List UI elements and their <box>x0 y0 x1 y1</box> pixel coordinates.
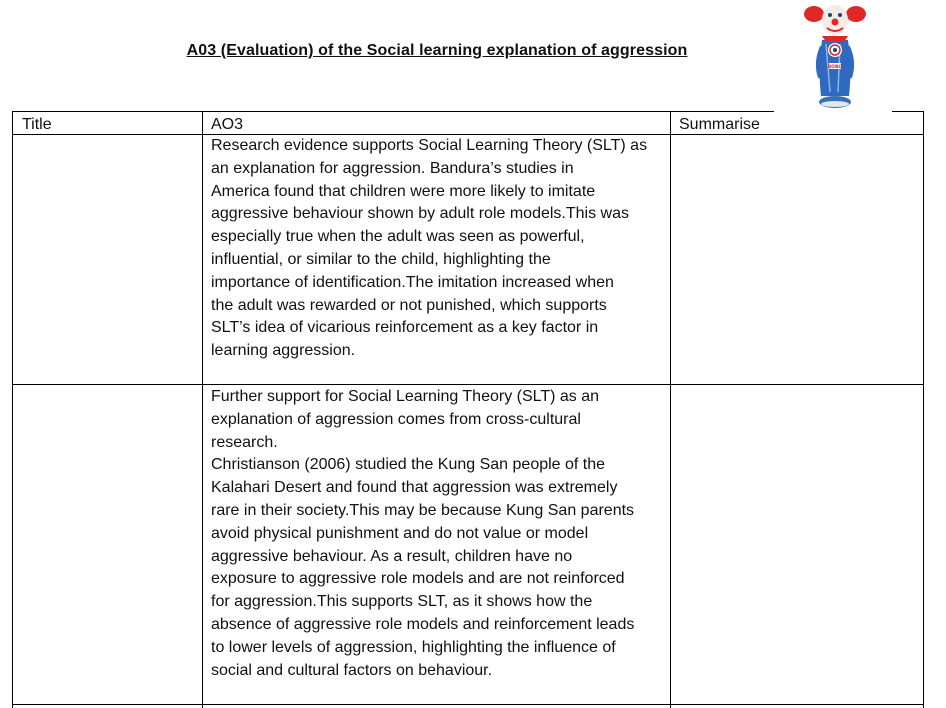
text-line: exposure to aggressive role models and are not reinforced <box>211 570 625 588</box>
text-line: importance of identification.The imitation increased when <box>211 273 614 291</box>
text-line: rare in their society.This may be because Kung San parents <box>211 501 635 519</box>
header-ao3: AO3 <box>211 116 244 133</box>
text-line: America found that children were more likely to imitate <box>211 182 596 200</box>
text-line: Kalahari Desert and found that aggression was extremely <box>211 479 618 497</box>
text-line: research. <box>211 433 278 451</box>
header-title: Title <box>22 116 52 133</box>
text-line: Further support for Social Learning Theory (SLT) as an <box>211 388 600 405</box>
svg-text:BOBO: BOBO <box>827 65 843 70</box>
column-divider-ao3 <box>670 111 671 708</box>
text-line: especially true when the adult was seen as powerful, <box>211 228 585 246</box>
text-line: aggressive behaviour. As a result, children have no <box>211 547 573 565</box>
column-divider-title <box>202 111 203 708</box>
text-line: social and cultural factors on behaviour. <box>211 661 493 679</box>
text-line: SLT’s idea of vicarious reinforcement as a key factor in <box>211 319 599 337</box>
text-line: the adult was rewarded or not punished, which supports <box>211 296 607 314</box>
text-line: to lower levels of aggression, highlighting the influence of <box>211 638 616 656</box>
document-title: A03 (Evaluation) of the Social learning explanation of aggression <box>186 42 688 59</box>
text-line: avoid physical punishment and do not value or model <box>211 524 589 542</box>
bobo-doll-icon <box>802 0 868 112</box>
table-left-border <box>12 111 13 708</box>
text-line: learning aggression. <box>211 342 356 360</box>
table-bottom-border <box>12 704 924 705</box>
row1-ao3-text <box>211 135 669 363</box>
row-divider <box>12 384 924 385</box>
text-line: absence of aggressive role models and reinforcement leads <box>211 615 635 633</box>
table-right-border <box>923 111 924 708</box>
text-line: Research evidence supports Social Learning Theory (SLT) as <box>211 137 648 154</box>
header-summarise: Summarise <box>679 116 760 133</box>
text-line: an explanation for aggression. Bandura’s studies in <box>211 159 574 177</box>
text-line: aggressive behaviour shown by adult role models.This was <box>211 205 629 223</box>
table-top-border-left <box>12 111 774 112</box>
text-line: for aggression.This supports SLT, as it shows how the <box>211 593 593 611</box>
text-line: Christianson (2006) studied the Kung San people of the <box>211 456 606 474</box>
row2-ao3-text <box>211 386 669 682</box>
table-top-border-right <box>892 111 924 112</box>
text-line: influential, or similar to the child, highlighting the <box>211 250 551 268</box>
text-line: explanation of aggression comes from cross-cultural <box>211 410 581 428</box>
